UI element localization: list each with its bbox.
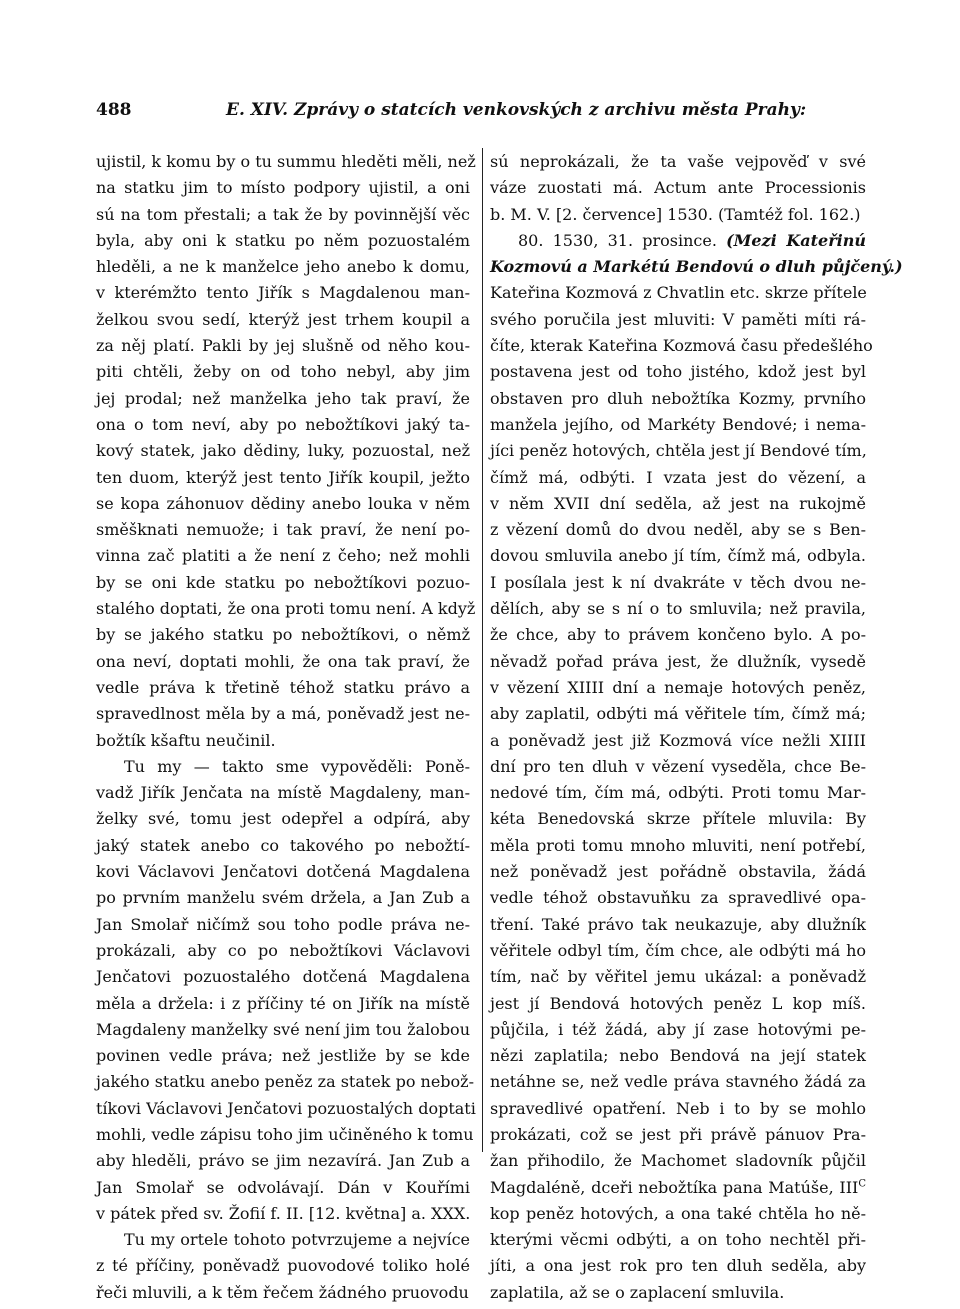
text-line: vedle téhož obstavuňku za spravedlivé opa-	[490, 888, 866, 908]
text-line: hleděli, a ne k manželce jeho anebo k domu,	[96, 257, 470, 277]
text-line: sú na tom přestali; a tak že by povinnější věc	[96, 204, 470, 224]
text-line: dovou smluvila anebo jí tím, čímž má, odbyla.	[490, 546, 866, 566]
text-line: Magdaleny manželky své není jim tou žalobou	[96, 1019, 470, 1039]
text-line: jaký statek anebo co takového po nebožtí-	[96, 835, 470, 855]
text-line: b. M. V. [2. července] 1530. (Tamtéž fol. 162.)	[490, 204, 861, 224]
text-line: piti chtěli, žeby on od toho nebyl, aby jim	[96, 362, 470, 382]
text-line: žan přihodilo, že Machomet sladovník půjčil	[490, 1151, 866, 1171]
text-line: věřitele odbyl tím, čím chce, ale odbýti má ho	[490, 940, 866, 960]
text-line: v vězení XIIII dní a nemaje hotových peněz,	[490, 677, 866, 697]
text-line: manžela jejího, od Markéty Bendové; i nema-	[490, 414, 866, 434]
text-line: ten duom, kterýž jest tento Jiřík koupil, ježto	[96, 467, 470, 487]
text-line: měla a držela: i z příčiny té on Jiřík na místě	[96, 993, 470, 1013]
text-line: Tu my — takto sme vypověděli: Poně-	[124, 756, 470, 776]
text-line: váze zuostati má. Actum ante Processionis	[490, 178, 866, 198]
text-line: povinen vedle práva; než jestliže by se kde	[96, 1046, 470, 1066]
text-line: Jan Smolař se odvolávají. Dán v Kouřími	[96, 1177, 470, 1197]
text-line: půjčila, i též žádá, aby jí zase hotovými pe-	[490, 1019, 866, 1039]
running-head: E. XIV. Zprávy o statcích venkovských z archivu města Prahy:	[226, 100, 807, 120]
text-line: vedle práva k třetině téhož statku právo a	[96, 677, 470, 697]
text-line: želkou svou sedí, kterýž jest trhem koupil a	[96, 309, 470, 329]
text-line: tím, nač by věřitel jemu ukázal: a poněvadž	[490, 967, 866, 987]
text-line: svého poručila jest mluviti: V paměti míti rá-	[490, 309, 866, 329]
text-line: sú neprokázali, že ta vaše vejpověď v své	[490, 152, 866, 171]
text-line: za něj platí. Pakli by jej slušně od něho kou-	[96, 336, 470, 356]
text-line: aby zaplatil, odbýti má věřitele tím, čímž má;	[490, 704, 866, 724]
text-line: z vězení domů do dvou neděl, aby se s Ben-	[490, 520, 866, 540]
text-line: božtík kšaftu neučinil.	[96, 730, 276, 750]
entry-title-cont: Kozmovú a Markétú Bendovú o dluh půjčený.)	[490, 257, 903, 277]
text-line: Kateřina Kozmová z Chvatlin etc. skrze přítele	[490, 283, 867, 303]
text-line	[490, 228, 866, 254]
text-line: netáhne se, než vedle práva stavného žádá za	[490, 1072, 866, 1092]
text-line: vinna zač platiti a že není z čeho; než mohli	[96, 546, 470, 566]
text-line: jest jí Bendová hotových peněz L kop míš.	[490, 993, 866, 1013]
text-line: že chce, aby to právem končeno bylo. A po-	[490, 625, 866, 645]
text-line: kovi Václavovi Jenčatovi dotčená Magdalena	[96, 862, 470, 882]
text-line	[490, 254, 903, 280]
text-line: nedové tím, čím má, odbýti. Proti tomu Mar-	[490, 783, 866, 803]
text-line: dní pro ten dluh v vězení vyseděla, chce Be-	[490, 756, 866, 776]
text-line: ujistil, k komu by o tu summu hleděti měli, než	[96, 152, 476, 171]
column-divider	[482, 148, 483, 1152]
text-line: mohli, vedle zápisu toho jim učiněného k tomu	[96, 1124, 474, 1144]
text-line: číte, kterak Kateřina Kozmová času předešlého	[490, 336, 873, 356]
text-line: kterými věcmi odbýti, a on toho nechtěl při-	[490, 1230, 866, 1250]
text-line: byla, aby oni k statku po něm pozuostalém	[96, 230, 470, 250]
text-line: tření. Také právo tak neukazuje, aby dlužník	[490, 914, 866, 934]
text-line: aby hleděli, právo se jim nezavírá. Jan Zub a	[96, 1151, 470, 1171]
entry-date: 80. 1530, 31. prosince.	[518, 230, 727, 250]
text-line: prokázali, aby co po nebožtíkovi Václavovi	[96, 940, 470, 960]
text-line: Jan Smolař ničímž sou toho podle práva ne-	[96, 914, 470, 934]
text-line: vadž Jiřík Jenčata na místě Magdaleny, man-	[96, 783, 470, 803]
text-line: jíti, a ona jest rok pro ten dluh seděla, aby	[490, 1256, 866, 1276]
text-line: spravedlnost měla by a má, poněvadž jest ne-	[96, 704, 470, 724]
text-line: než poněvadž jest pořádně obstavila, žádá	[490, 862, 866, 882]
page-header	[96, 100, 866, 126]
text-line: z té příčiny, poněvadž puovodové toliko holé	[96, 1256, 470, 1276]
text-line: zaplatila, až se o zaplacení smluvila.	[490, 1282, 785, 1302]
text-line: se kopa záhonuov dědiny anebo louka v něm	[96, 493, 470, 513]
right-column	[490, 149, 903, 1306]
left-column	[96, 149, 476, 1306]
text-line: kový statek, jako dědiny, luky, pozuostal, než	[96, 441, 470, 461]
text-line: spravedlivé opatření. Neb i to by se mohlo	[490, 1098, 866, 1118]
text-line: jakého statku anebo peněz za statek po nebož-	[96, 1072, 475, 1092]
text-line: na statku jim to místo podpory ujistil, a oni	[96, 178, 470, 198]
text-line: stalého doptati, že ona proti tomu není. A když	[96, 599, 476, 619]
text-line: v kterémžto tento Jiřík s Magdalenou man-	[96, 283, 470, 303]
text-line: I posílala jest k ní dvakráte v těch dvou ne-	[490, 572, 866, 592]
entry-title: (Mezi Kateřinú	[726, 230, 866, 250]
text-line: kéta Benedovská skrze přítele mluvila: By	[490, 809, 866, 829]
text-line: ona neví, doptati mohli, že ona tak praví, že	[96, 651, 470, 671]
text-line: a poněvadž jest již Kozmová více nežli XIIII	[490, 730, 866, 750]
text-line: v pátek před sv. Žofií f. II. [12. května] a. XXX.	[96, 1203, 471, 1223]
text-line: by se jakého statku po nebožtíkovi, o němž	[96, 625, 470, 645]
text-line: po prvním manželu svém držela, a Jan Zub a	[96, 888, 470, 908]
text-line: čímž má, odbýti. I vzata jest do vězení, a	[490, 467, 866, 487]
text-line: postavena jest od toho jistého, kdož jest byl	[490, 362, 866, 382]
text-line: kop peněz hotových, a ona také chtěla ho ně-	[490, 1203, 866, 1223]
superscript: C	[858, 1178, 866, 1190]
text-line: jej prodal; než manželka jeho tak praví, že	[96, 388, 470, 408]
text-line: něvadž pořad práva jest, že dlužník, vysedě	[490, 651, 866, 671]
text-line: měla proti tomu mnoho mluviti, není potřebí,	[490, 835, 866, 855]
text-line: Tu my ortele tohoto potvrzujeme a nejvíce	[124, 1230, 470, 1250]
text-line: směšknati nemuože; i tak praví, že není po-	[96, 520, 470, 540]
text-line: v něm XVII dní seděla, až jest na rukojmě	[490, 493, 866, 513]
text-line: Magdaléně, dceři nebožtíka pana Matúše, $III^C$	[490, 1177, 866, 1197]
text-line: jíci peněz hotových, chtěla jest jí Bendové tím,	[490, 441, 867, 461]
text-line: prokázati, což se jest při právě pánuov Pra-	[490, 1124, 866, 1144]
page-number: 488	[96, 100, 132, 120]
text-line: obstaven pro dluh nebožtíka Kozmy, prvního	[490, 388, 866, 408]
text-line: tíkovi Václavovi Jenčatovi pozuostalých doptati	[96, 1098, 476, 1118]
text-line: by se oni kde statku po nebožtíkovi pozuo-	[96, 572, 470, 592]
text-line: řeči mluvili, a k těm řečem žádného pruovodu	[96, 1282, 469, 1302]
text-line: Jenčatovi pozuostalého dotčená Magdalena	[96, 967, 470, 987]
text-line: ona o tom neví, aby po nebožtíkovi jaký ta-	[96, 414, 470, 434]
text-line: želky své, tomu jest odepřel a odpírá, aby	[96, 809, 470, 829]
text-line: dělích, aby se s ní o to smluvila; než pravila,	[490, 599, 866, 619]
text-line: nězi zaplatila; nebo Bendová na její statek	[490, 1046, 866, 1066]
